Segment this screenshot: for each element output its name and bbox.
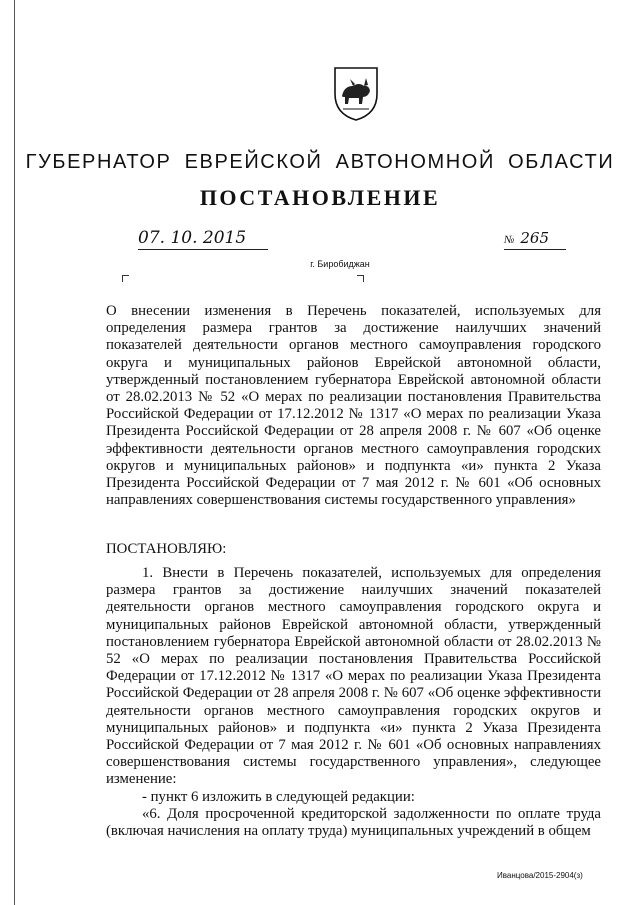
- title-bracket-left: [122, 275, 129, 282]
- coat-of-arms-emblem: [331, 64, 381, 122]
- item-intro: - пункт 6 изложить в следующей редакции:: [142, 788, 415, 805]
- city-label: г. Биробиджан: [310, 259, 370, 269]
- document-type-heading: ПОСТАНОВЛЕНИЕ: [199, 185, 441, 210]
- item-text: «6. Доля просроченной кредиторской задолженности по оплате труда (включая начисления на оплату труда) муниципальных учреждений в общем: [106, 805, 601, 840]
- margin-line: [14, 0, 15, 905]
- number-sign: №: [504, 234, 515, 246]
- resolve-heading: ПОСТАНОВЛЯЮ:: [106, 541, 227, 557]
- clause-1: 1. Внести в Перечень показателей, используемых для определения размера грантов за достижение наилучших значений показателей деятельности органов местного самоуправления городского округа и муниципальных районов Еврейской автономной области, утвержденный постановлением губернатора Еврейской автономной области от 28.02.2013 № 52 «О мерах по реализации постановления Правительства Российской Федерации от 17.12.2012 № 1317 «О мерах по реализации Указа Президента Российской Федерации от 28 апреля 2008 г. № 607 «Об оценке эффективности деятельности органов местного самоуправления городских округов и муниципальных районов» и подпункта «и» пункта 2 Указа Президента Российской Федерации от 7 мая 2012 г. № 601 «Об основных направлениях совершенствования системы государственного управления», следующее изменение:: [106, 565, 601, 788]
- authority-title: ГУБЕРНАТОР ЕВРЕЙСКОЙ АВТОНОМНОЙ ОБЛАСТИ: [25, 151, 615, 173]
- preamble-title: О внесении изменения в Перечень показателей, используемых для определения размера грантов за достижение наилучших значений показателей деятельности органов местного самоуправления городского округа и муниципальных районов Еврейской автономной области, утвержденный постановлением губернатора Еврейской автономной области от 28.02.2013 № 52 «О мерах по реализации постановления Правительства Российской Федерации от 17.12.2012 № 1317 «О мерах по реализации Указа Президента Российской Федерации от 28 апреля 2008 г. № 607 «Об оценке эффективности деятельности органов местного самоуправления городских округов и муниципальных районов» и подпункта «и» пункта 2 Указа Президента Российской Федерации от 7 мая 2012 г. № 601 «Об основных направлениях совершенствования системы государственного управления»: [106, 303, 601, 509]
- document-date: [138, 227, 268, 250]
- executor-code: Иванцова/2015-2904(з): [497, 871, 583, 880]
- title-bracket-right: [357, 275, 364, 282]
- number-value: 265: [520, 229, 550, 247]
- date-value: 07. 10. 2015: [138, 228, 247, 248]
- clause-block: [106, 565, 601, 840]
- document-number: [504, 229, 566, 250]
